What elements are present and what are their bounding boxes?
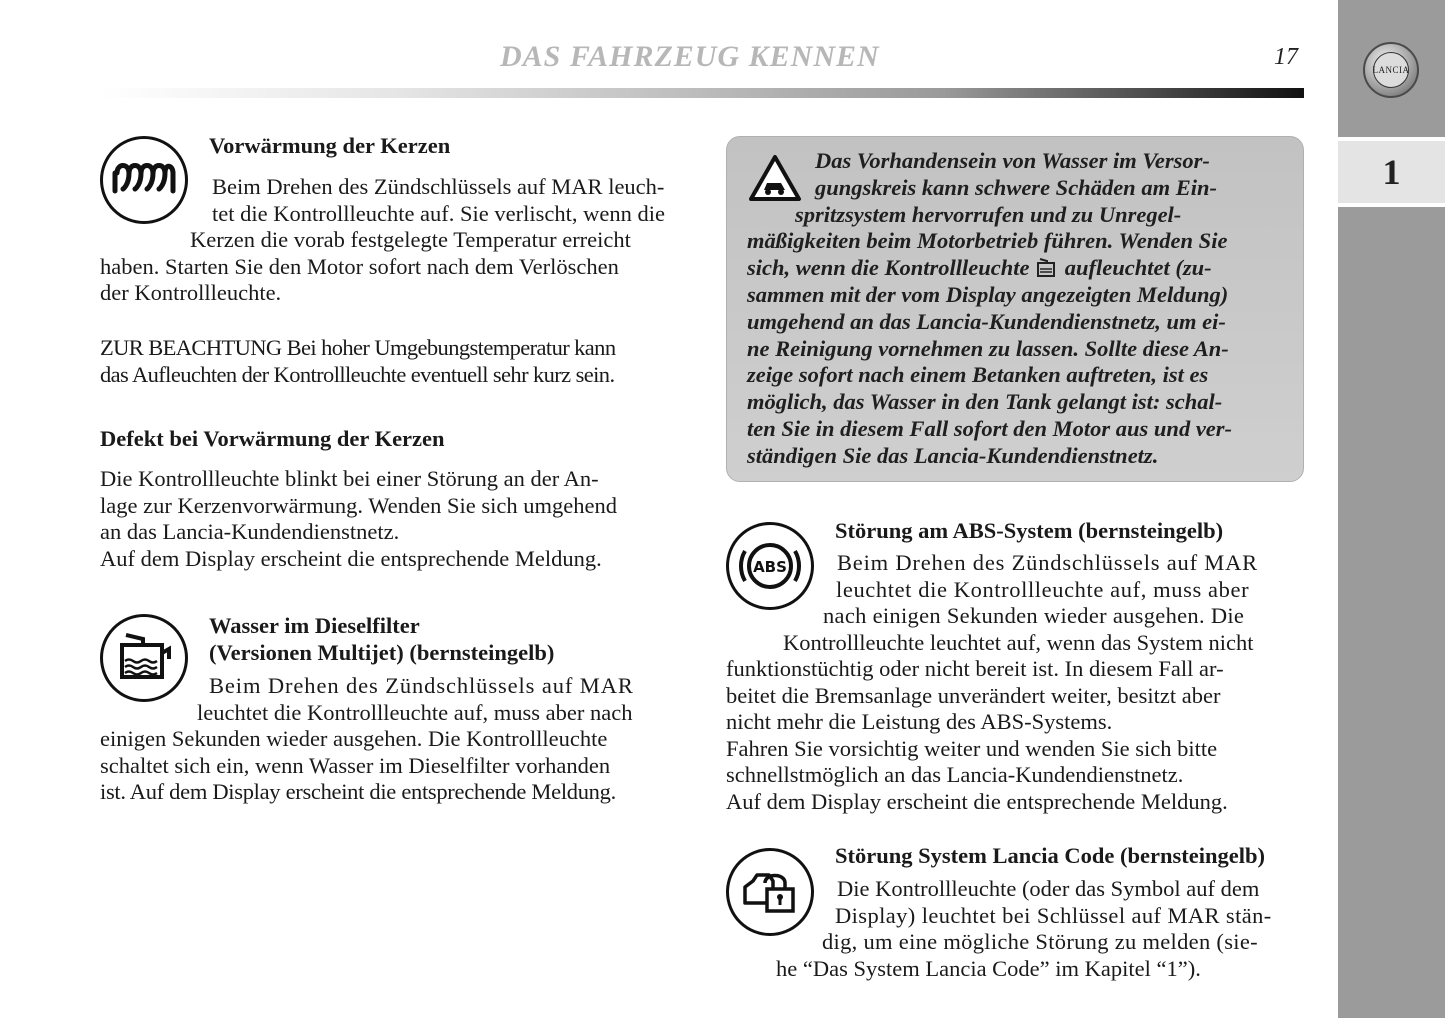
warning-line: möglich, das Wasser in den Tank gelangt ist: schal- — [747, 389, 1223, 415]
section-subheading: (Versionen Multijet) (bernsteingelb) — [209, 639, 555, 665]
lancia-logo — [1363, 42, 1419, 98]
text-line: he “Das System Lancia Code” im Kapitel “1”). — [776, 955, 1201, 981]
warning-line: ständigen Sie das Lancia-Kundendienstnetz. — [747, 442, 1159, 468]
text-line: ist. Auf dem Display erscheint die entsprechende Meldung. — [100, 779, 616, 804]
text-line: Fahren Sie vorsichtig weiter und wenden Sie sich bitte — [726, 735, 1218, 761]
glow-fault-body — [100, 466, 679, 572]
text-line: Auf dem Display erscheint die entsprechende Meldung. — [100, 545, 602, 571]
water-filter-heading-block — [209, 613, 679, 666]
text-line: funktionstüchtig oder nicht bereit ist. In diesem Fall ar- — [726, 656, 1224, 681]
text-line: an das Lancia-Kundendienstnetz. — [100, 519, 400, 544]
abs-icon-label: ABS — [753, 558, 787, 576]
warning-line: Das Vorhandensein von Wasser im Versor- — [815, 148, 1210, 173]
text-line: haben. Starten Sie den Motor sofort nach dem Verlöschen — [100, 253, 619, 279]
lancia-code-heading-block — [835, 843, 1304, 870]
warning-text — [747, 148, 1283, 470]
text-line: Kerzen die vorab festgelegte Temperatur erreicht — [190, 227, 631, 252]
page-number: 17 — [1274, 44, 1298, 70]
warning-line: gungskreis kann schwere Schäden am Ein- — [815, 174, 1217, 200]
warning-line: zeige sofort nach einem Betanken auftreten, ist es — [747, 362, 1209, 388]
lancia-code-body — [726, 876, 1304, 982]
page-header-title: DAS FAHRZEUG KENNEN — [500, 40, 880, 73]
text-line: leuchtet die Kontrollleuchte auf, muss aber nach — [197, 699, 633, 725]
section-heading: Vorwärmung der Kerzen — [209, 133, 451, 158]
text-line: Beim Drehen des Zündschlüssels auf MAR — [209, 673, 634, 698]
warning-line-part: aufleuchtet (zu- — [1064, 255, 1212, 281]
text-line: Beim Drehen des Zündschlüssels auf MAR leuch- — [212, 174, 665, 199]
text-line: schaltet sich ein, wenn Wasser im Dieselfilter vorhanden — [100, 752, 611, 778]
warning-line: ten Sie in diesem Fall sofort den Motor aus und ver- — [747, 415, 1233, 441]
text-line: schnellstmöglich an das Lancia-Kundendienstnetz. — [726, 762, 1184, 787]
text-line: beitet die Bremsanlage unverändert weiter, besitzt aber — [726, 682, 1221, 708]
section-heading: Wasser im Dieselfilter — [209, 613, 420, 638]
abs-heading-block — [835, 518, 1304, 545]
section-heading: Störung System Lancia Code (bernsteingelb) — [835, 843, 1266, 868]
warning-line: sammen mit der vom Display angezeigten Meldung) — [747, 281, 1229, 307]
water-in-fuel-inline-icon — [1035, 256, 1059, 278]
chapter-tab[interactable]: 1 — [1338, 137, 1445, 207]
text-line: Auf dem Display erscheint die entsprechende Meldung. — [726, 788, 1228, 814]
abs-body — [726, 550, 1304, 815]
warning-line-with-icon — [747, 255, 1283, 282]
text-line: der Kontrollleuchte. — [100, 280, 282, 305]
warning-line: mäßigkeiten beim Motorbetrieb führen. Wenden Sie — [747, 228, 1228, 254]
text-line: Die Kontrollleuchte (oder das Symbol auf dem — [837, 876, 1260, 901]
warning-line: umgehend an das Lancia-Kundendienstnetz, um ei- — [747, 308, 1226, 334]
text-line: nicht mehr die Leistung des ABS-Systems. — [726, 709, 1113, 734]
glow-plug-note — [100, 335, 679, 388]
lancia-logo-text: LANCIA — [1373, 52, 1409, 88]
warning-line: ne Reinigung vornehmen zu lassen. Sollte diese An- — [747, 335, 1229, 361]
section-heading: Störung am ABS-System (bernsteingelb) — [835, 518, 1224, 543]
text-line: einigen Sekunden wieder ausgehen. Die Kontrollleuchte — [100, 726, 608, 751]
note-line: das Aufleuchten der Kontrollleuchte eventuell sehr kurz sein. — [100, 361, 615, 387]
warning-line-part: sich, wenn die Kontrollleuchte — [747, 255, 1030, 281]
text-line: Die Kontrollleuchte blinkt bei einer Störung an der An- — [100, 466, 599, 491]
note-line: ZUR BEACHTUNG Bei hoher Umgebungstemperatur kann — [100, 335, 616, 360]
text-line: leuchtet die Kontrollleuchte auf, muss aber — [836, 576, 1250, 602]
warning-line: spritzsystem hervorrufen und zu Unregel- — [795, 201, 1182, 227]
text-line: Beim Drehen des Zündschlüssels auf MAR — [837, 550, 1258, 575]
glow-fault-block — [100, 426, 679, 453]
glow-plug-body — [100, 174, 679, 307]
text-line: Display) leuchtet bei Schlüssel auf MAR stän- — [835, 902, 1272, 928]
text-line: nach einigen Sekunden wieder ausgehen. Die — [823, 603, 1245, 628]
glow-plug-heading-block — [209, 133, 679, 160]
water-filter-body — [100, 673, 679, 806]
section-heading: Defekt bei Vorwärmung der Kerzen — [100, 426, 445, 451]
header-divider — [100, 88, 1304, 98]
text-line: dig, um eine mögliche Störung zu melden (sie- — [822, 929, 1258, 954]
text-line: lage zur Kerzenvorwärmung. Wenden Sie sich umgehend — [100, 492, 617, 518]
text-line: Kontrollleuchte leuchtet auf, wenn das System nicht — [783, 629, 1254, 655]
text-line: tet die Kontrollleuchte auf. Sie verlischt, wenn die — [212, 200, 665, 226]
